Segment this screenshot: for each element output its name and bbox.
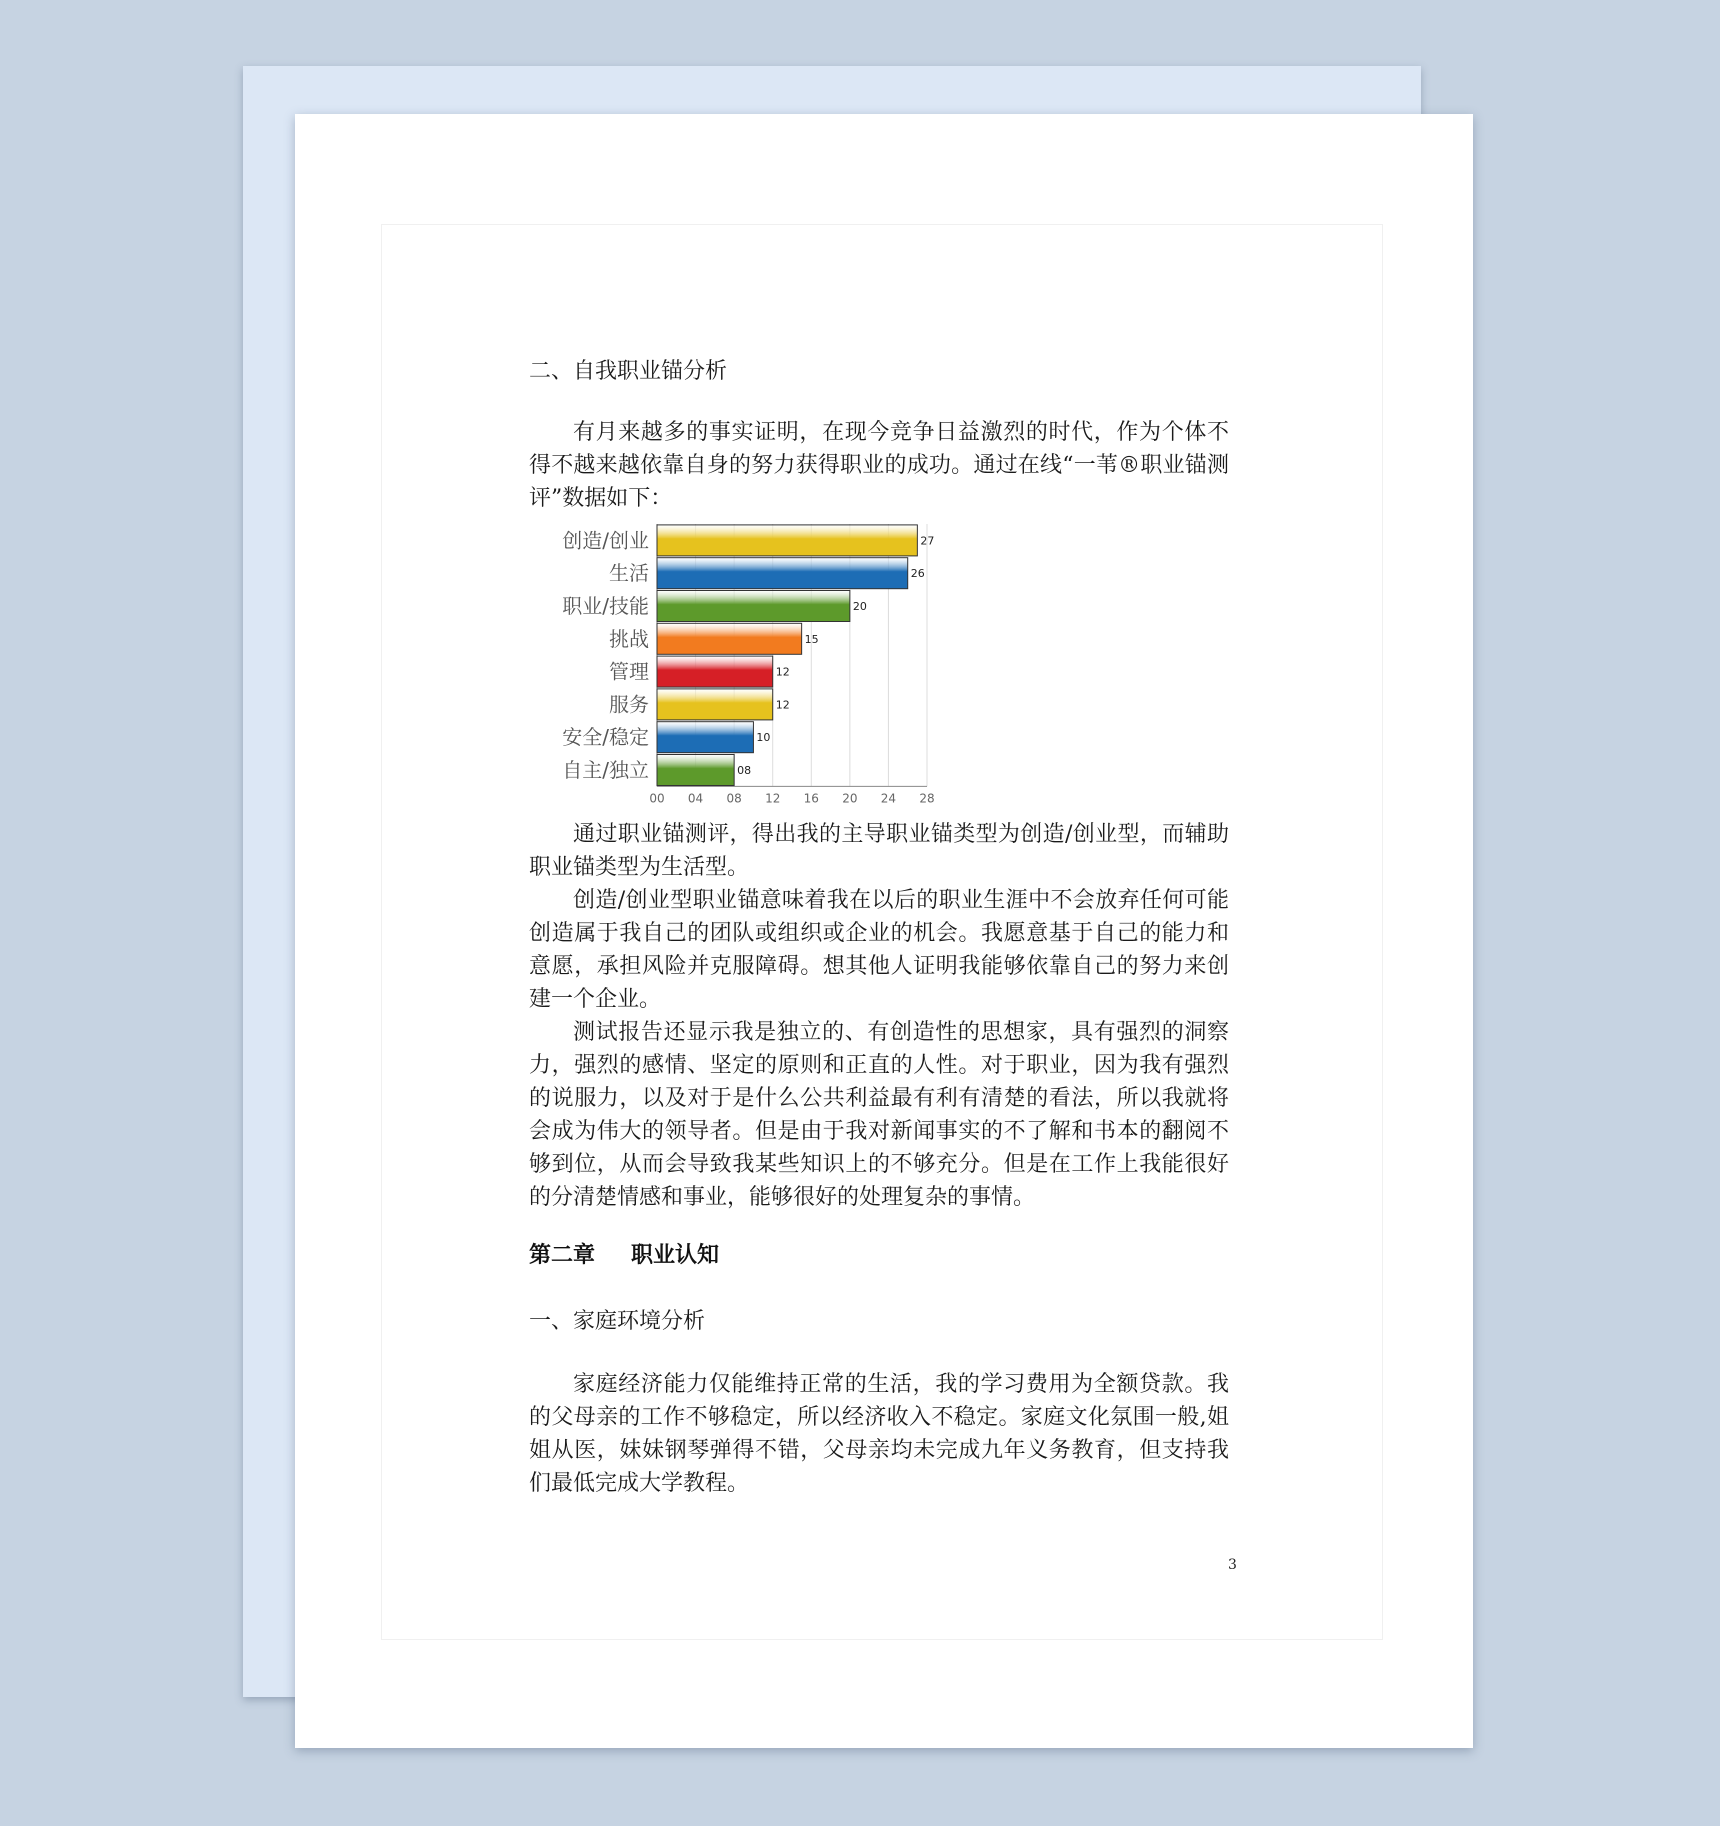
result-paragraph: 通过职业锚测评，得出我的主导职业锚类型为创造/创业型，而辅助职业锚类型为生活型。 — [529, 822, 1229, 880]
category-label: 职业/技能 — [562, 594, 649, 618]
bar-value-label: 27 — [920, 534, 935, 548]
bar-value-label: 12 — [775, 698, 790, 712]
chart-bar — [657, 623, 802, 654]
x-tick-label: 12 — [765, 791, 781, 806]
category-label: 挑战 — [609, 626, 649, 651]
chart-bar — [657, 755, 734, 786]
chapter-title: 职业认知 — [631, 1243, 720, 1268]
chart-bar — [657, 525, 917, 556]
x-tick-label: 24 — [880, 791, 897, 806]
result-paragraph: 创造/创业型职业锚意味着我在以后的职业生涯中不会放弃任何可能创造属于我自己的团队或组织或企业的机会。我愿意基于自己的能力和意愿，承担风险并克服障碍。想其他人证明我能够依靠自己的努力来创建一个企业。 — [529, 888, 1229, 1012]
section-heading-career-anchor: 二、自我职业锚分析 — [529, 359, 728, 384]
category-label: 自主/独立 — [562, 758, 649, 782]
category-label: 生活 — [609, 561, 649, 586]
category-label: 安全/稳定 — [562, 725, 649, 750]
chart-bar — [657, 591, 850, 622]
family-text — [529, 1368, 1229, 1500]
x-tick-label: 08 — [726, 791, 742, 806]
career-anchor-bar-chart — [527, 522, 967, 812]
bar-value-label: 20 — [852, 600, 867, 613]
x-tick-label: 28 — [919, 791, 935, 806]
chapter-heading — [529, 1238, 719, 1269]
bar-value-label: 15 — [804, 632, 819, 646]
chart-bar — [657, 558, 908, 589]
page-number: 3 — [1228, 1557, 1237, 1573]
intro-text — [529, 416, 1229, 515]
result-text — [529, 818, 1229, 1214]
section-heading-family: 一、家庭环境分析 — [529, 1309, 706, 1334]
category-label: 管理 — [609, 659, 649, 684]
chart-bar — [657, 656, 773, 687]
chart-bar — [657, 722, 753, 753]
bar-value-label: 26 — [910, 567, 925, 581]
x-tick-label: 20 — [842, 791, 858, 806]
intro-paragraph: 有月来越多的事实证明，在现今竞争日益激烈的时代，作为个体不得不越来越依靠自身的努力获得职业的成功。通过在线“一苇®职业锚测评”数据如下： — [529, 420, 1229, 511]
category-label: 服务 — [609, 692, 649, 717]
bar-value-label: 08 — [737, 764, 752, 777]
x-tick-label: 04 — [687, 791, 704, 806]
family-paragraph: 家庭经济能力仅能维持正常的生活，我的学习费用为全额贷款。我的父母亲的工作不够稳定，所以经济收入不稳定。家庭文化氛围一般,姐姐从医，妹妹钢琴弹得不错，父母亲均未完成九年义务教育，但支持我们最低完成大学教程。 — [529, 1372, 1229, 1496]
bar-value-label: 12 — [775, 665, 790, 679]
bar-value-label: 10 — [756, 731, 771, 745]
x-tick-label: 16 — [803, 791, 819, 806]
document-page — [295, 114, 1473, 1748]
chart-bar — [657, 689, 773, 720]
x-tick-label: 00 — [649, 791, 665, 806]
category-label: 创造/创业 — [562, 528, 649, 553]
chapter-number: 第二章 — [529, 1243, 596, 1268]
result-paragraph: 测试报告还显示我是独立的、有创造性的思想家，具有强烈的洞察力，强烈的感情、坚定的原则和正直的人性。对于职业，因为我有强烈的说服力，以及对于是什么公共利益最有利有清楚的看法，所以我就将会成为伟大的领导者。但是由于我对新闻事实的不了解和书本的翻阅不够到位，从而会导致我某些知识上的不够充分。但是在工作上我能很好的分清楚情感和事业，能够很好的处理复杂的事情。 — [529, 1020, 1229, 1210]
